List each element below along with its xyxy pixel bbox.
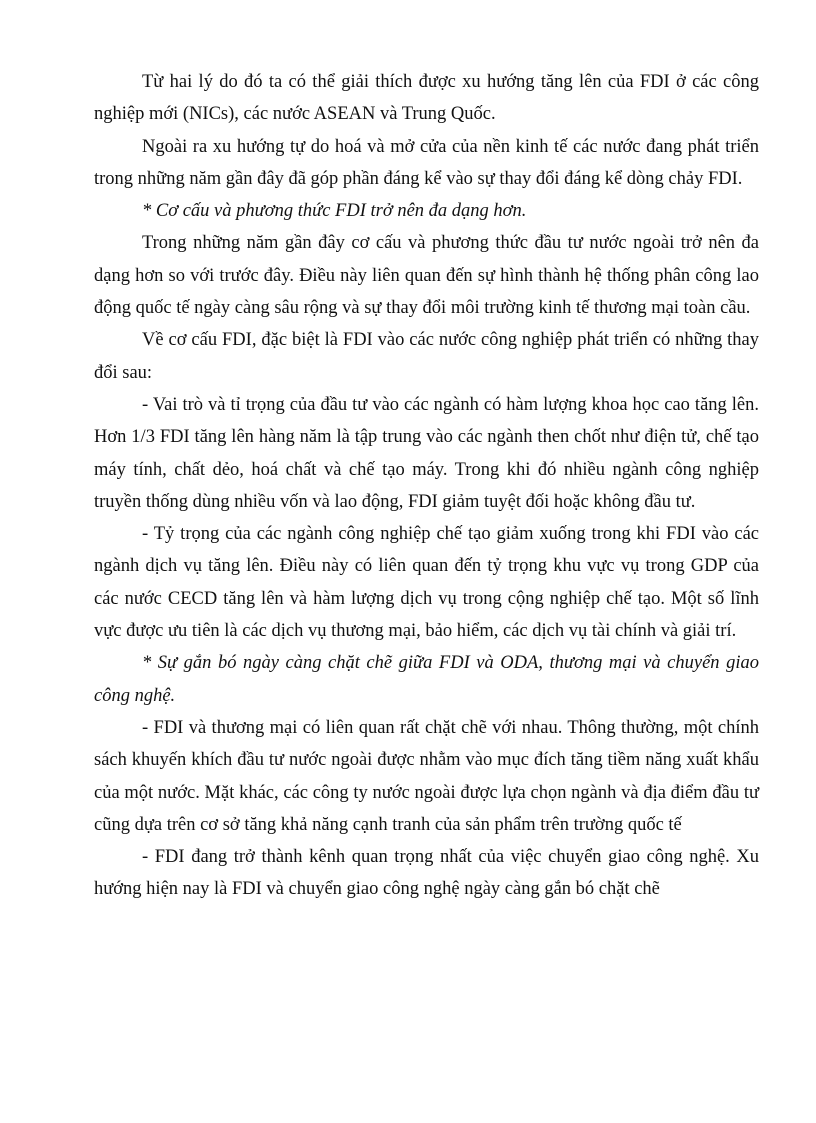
- paragraph: Về cơ cấu FDI, đặc biệt là FDI vào các nước công nghiệp phát triển có những thay đổi sau:: [94, 330, 759, 383]
- list-item: - FDI và thương mại có liên quan rất chặt chẽ với nhau. Thông thường, một chính sách khuyến khích đầu tư nước ngoài được nhằm vào mục đích tăng tiềm năng xuất khẩu của một nước. Mặt khác, các công ty nước ngoài được lựa chọn ngành và địa điểm đầu tư cũng dựa trên cơ sở tăng khả năng cạnh tranh của sản phẩm trên trường quốc tế: [94, 717, 759, 835]
- section-heading: * Sự gắn bó ngày càng chặt chẽ giữa FDI và ODA, thương mại và chuyển giao công nghệ.: [94, 653, 759, 706]
- list-item: - Vai trò và tỉ trọng của đầu tư vào các ngành có hàm lượng khoa học cao tăng lên. Hơn 1/3 FDI tăng lên hàng năm là tập trung vào các ngành then chốt như điện tử, chế tạo máy tính, chất dẻo, hoá chất và chế tạo máy. Trong khi đó nhiều ngành công nghiệp truyền thống dùng nhiều vốn và lao động, FDI giảm tuyệt đối hoặc không đầu tư.: [94, 394, 759, 512]
- document-page: [94, 66, 759, 906]
- paragraph: Trong những năm gần đây cơ cấu và phương thức đầu tư nước ngoài trở nên đa dạng hơn so với trước đây. Điều này liên quan đến sự hình thành hệ thống phân công lao động quốc tế ngày càng sâu rộng và sự thay đổi môi trường kinh tế thương mại toàn cầu.: [94, 233, 759, 319]
- paragraph: Ngoài ra xu hướng tự do hoá và mở cửa của nền kinh tế các nước đang phát triển trong những năm gần đây đã góp phần đáng kể vào sự thay đổi đáng kể dòng chảy FDI.: [94, 136, 759, 189]
- list-item: - FDI đang trở thành kênh quan trọng nhất của việc chuyển giao công nghệ. Xu hướng hiện nay là FDI và chuyển giao công nghệ ngày càng gắn bó chặt chẽ: [94, 847, 759, 900]
- section-heading: * Cơ cấu và phương thức FDI trở nên đa dạng hơn.: [142, 201, 527, 222]
- paragraph: Từ hai lý do đó ta có thể giải thích được xu hướng tăng lên của FDI ở các công nghiệp mới (NICs), các nước ASEAN và Trung Quốc.: [94, 72, 759, 125]
- list-item: - Tỷ trọng của các ngành công nghiệp chế tạo giảm xuống trong khi FDI vào các ngành dịch vụ tăng lên. Điều này có liên quan đến tỷ trọng khu vực vụ trong GDP của các nước CECD tăng lên và hàm lượng dịch vụ trong cộng nghiệp chế tạo. Một số lĩnh vực được ưu tiên là các dịch vụ thương mại, bảo hiểm, các dịch vụ tài chính và giải trí.: [94, 524, 759, 642]
